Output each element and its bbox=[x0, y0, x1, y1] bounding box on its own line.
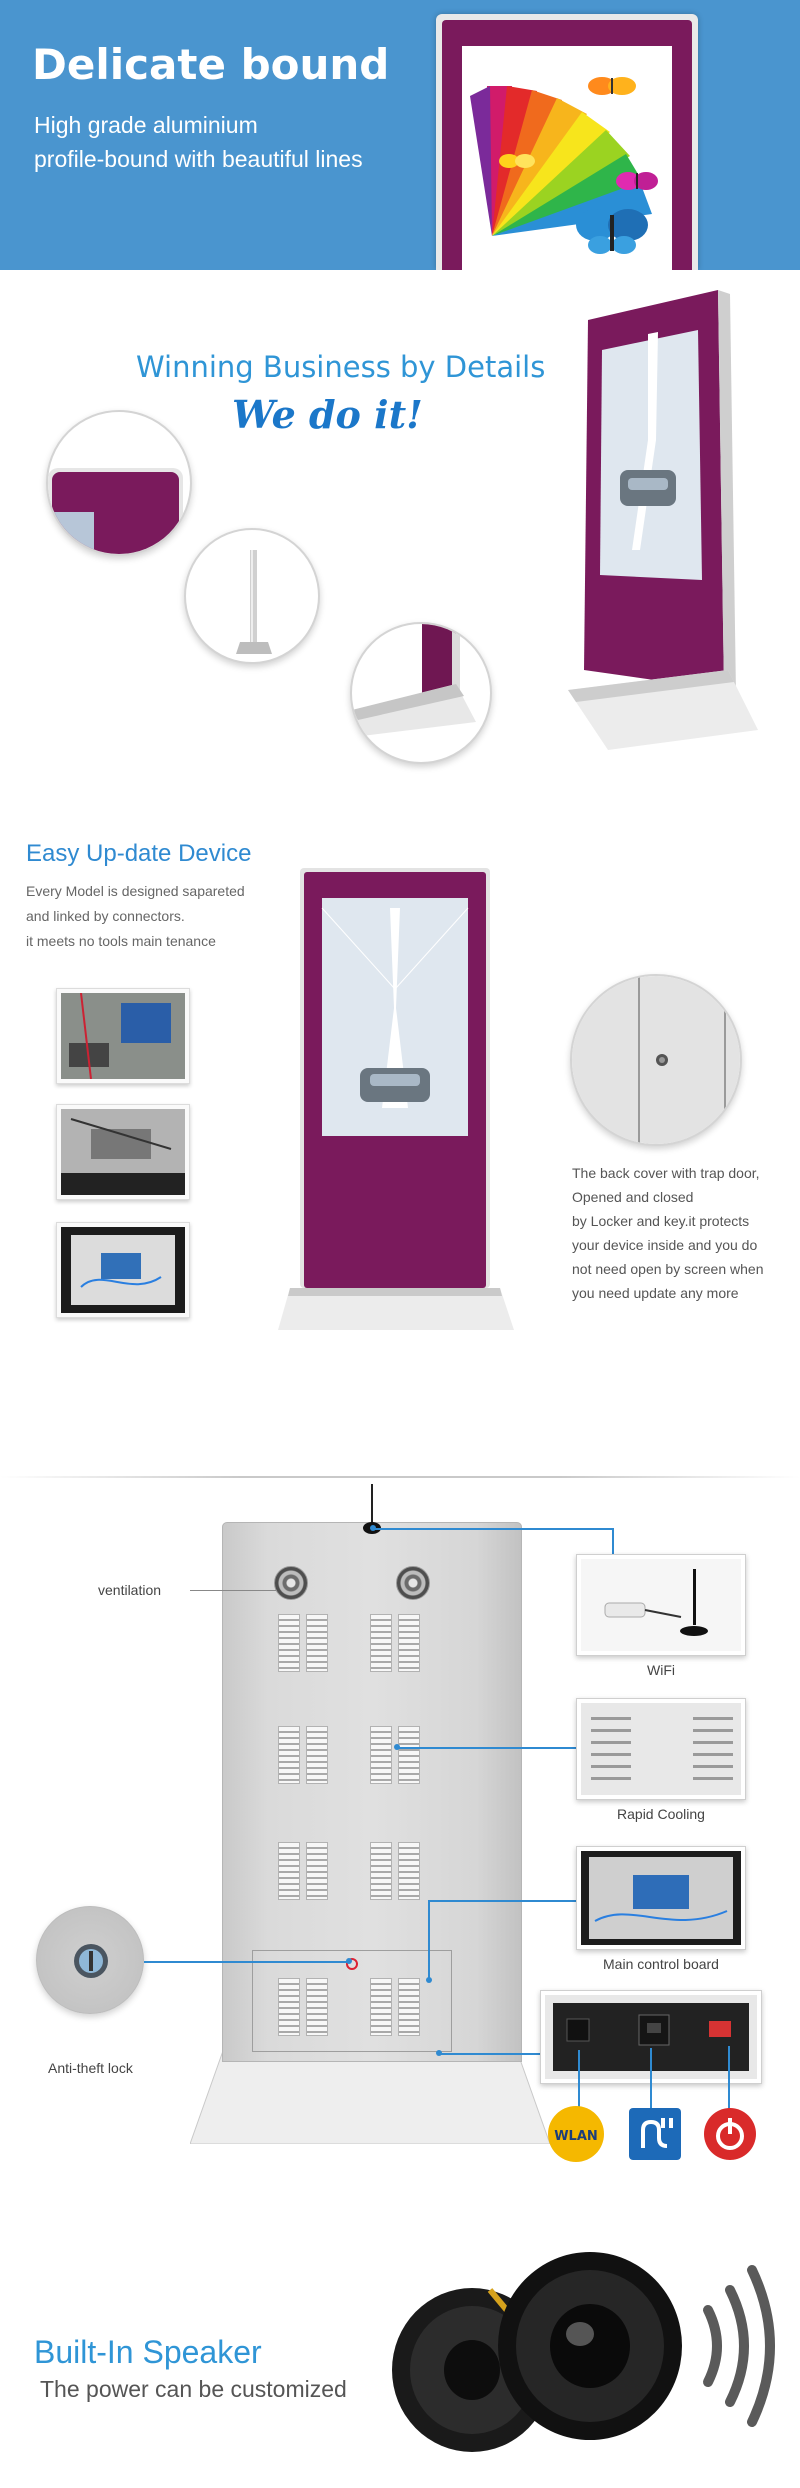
power-button-icon bbox=[700, 2104, 760, 2164]
angled-kiosk-image bbox=[548, 290, 770, 760]
easy-update-line: and linked by connectors. bbox=[26, 908, 185, 924]
vent-grille bbox=[306, 1614, 328, 1672]
kiosk-base bbox=[190, 2048, 550, 2144]
vent-grille bbox=[398, 1726, 420, 1784]
detail-circle-stand bbox=[184, 528, 320, 664]
vent-grille bbox=[278, 1614, 300, 1672]
vent-grille bbox=[398, 1842, 420, 1900]
front-kiosk-image bbox=[278, 868, 518, 1338]
circuit-board-photo bbox=[61, 993, 185, 1079]
svg-text:WLAN: WLAN bbox=[554, 2129, 598, 2144]
back-cover-line: Opened and closed bbox=[572, 1189, 694, 1205]
module-photo-3 bbox=[56, 1222, 190, 1318]
vent-grille bbox=[278, 1726, 300, 1784]
cooling-leader-line bbox=[398, 1747, 576, 1749]
speaker-subtitle: The power can be customized bbox=[40, 2376, 347, 2402]
wifi-leader-line bbox=[372, 1528, 614, 1530]
vent-grille bbox=[370, 1978, 392, 2036]
board-photo bbox=[576, 1846, 746, 1950]
frame-corner-image bbox=[48, 412, 192, 556]
wifi-photo bbox=[576, 1554, 746, 1656]
board-label: Main control board bbox=[603, 1956, 719, 1972]
trap-door-circle bbox=[570, 974, 742, 1146]
lock-leader-dot bbox=[346, 1958, 352, 1964]
module-photo-1 bbox=[56, 988, 190, 1084]
io-leader-line bbox=[578, 2050, 580, 2112]
color-fan-butterflies-image bbox=[462, 46, 672, 270]
details-subtitle: We do it! bbox=[232, 392, 423, 437]
speaker-right bbox=[498, 2252, 682, 2440]
vent-grille bbox=[370, 1842, 392, 1900]
io-leader-dot bbox=[436, 2050, 442, 2056]
back-cover-line: not need open by screen when bbox=[572, 1261, 764, 1277]
vent-grille bbox=[278, 1842, 300, 1900]
vent-grille bbox=[306, 1726, 328, 1784]
panel-inside-photo bbox=[61, 1109, 185, 1195]
stand-pole-image bbox=[186, 530, 320, 664]
wifi-dongle-image bbox=[581, 1559, 741, 1651]
wifi-leader-dot bbox=[370, 1525, 376, 1531]
easy-update-line: it meets no tools main tenance bbox=[26, 933, 216, 949]
cooling-leader-dot bbox=[394, 1744, 400, 1750]
vent-grille bbox=[370, 1614, 392, 1672]
detail-circle-corner bbox=[46, 410, 192, 556]
vent-grille bbox=[398, 1614, 420, 1672]
control-board-image bbox=[581, 1851, 741, 1945]
hero-title: Delicate bound bbox=[32, 40, 390, 89]
easy-update-title: Easy Up-date Device bbox=[26, 840, 252, 867]
module-photo-2 bbox=[56, 1104, 190, 1200]
io-leader-line bbox=[728, 2046, 730, 2112]
anti-theft-lock-label: Anti-theft lock bbox=[48, 2060, 133, 2076]
vent-grille bbox=[398, 1978, 420, 2036]
details-title: Winning Business by Details bbox=[136, 350, 546, 384]
kiosk-screen-image bbox=[462, 46, 672, 270]
board-leader-dot bbox=[426, 1977, 432, 1983]
wlan-badge-icon bbox=[546, 2104, 606, 2164]
vent-grille bbox=[306, 1842, 328, 1900]
controller-photo bbox=[61, 1227, 185, 1313]
wifi-label: WiFi bbox=[647, 1662, 675, 1678]
ventilation-label: ventilation bbox=[98, 1582, 162, 1598]
anti-theft-lock-circle bbox=[36, 1906, 144, 2014]
vent-closeup-image bbox=[581, 1703, 741, 1795]
fan-icon bbox=[396, 1566, 430, 1600]
ventilation-leader-line bbox=[190, 1590, 276, 1591]
vent-grille bbox=[306, 1978, 328, 2036]
section-divider bbox=[0, 1476, 800, 1478]
sound-waves-icon bbox=[708, 2270, 770, 2422]
lock-cylinder-icon bbox=[37, 1907, 144, 2014]
vent-grille bbox=[278, 1978, 300, 2036]
hero-subtitle-line2: profile-bound with beautiful lines bbox=[34, 146, 363, 172]
wifi-leader-line bbox=[612, 1528, 614, 1554]
speaker-drivers-image bbox=[390, 2250, 790, 2470]
power-plug-icon bbox=[625, 2104, 685, 2164]
back-cover-line: by Locker and key.it protects bbox=[572, 1213, 750, 1229]
back-cover-line: The back cover with trap door, bbox=[572, 1165, 760, 1181]
io-leader-line bbox=[650, 2048, 652, 2112]
io-leader-line bbox=[440, 2053, 540, 2055]
board-leader-line bbox=[428, 1900, 430, 1980]
base-foot-image bbox=[352, 624, 492, 764]
hero-subtitle-line1: High grade aluminium bbox=[34, 112, 258, 138]
lock-leader-line bbox=[144, 1961, 350, 1963]
cooling-label: Rapid Cooling bbox=[617, 1806, 705, 1822]
trap-door-image bbox=[572, 976, 742, 1146]
detail-circle-base bbox=[350, 622, 492, 764]
back-cover-line: your device inside and you do bbox=[572, 1237, 758, 1253]
back-cover-line: you need update any more bbox=[572, 1285, 739, 1301]
easy-update-line: Every Model is designed sapareted bbox=[26, 883, 245, 899]
vent-grille bbox=[370, 1726, 392, 1784]
board-leader-line bbox=[428, 1900, 576, 1902]
cooling-photo bbox=[576, 1698, 746, 1800]
fan-icon bbox=[274, 1566, 308, 1600]
speaker-title: Built-In Speaker bbox=[34, 2334, 262, 2370]
